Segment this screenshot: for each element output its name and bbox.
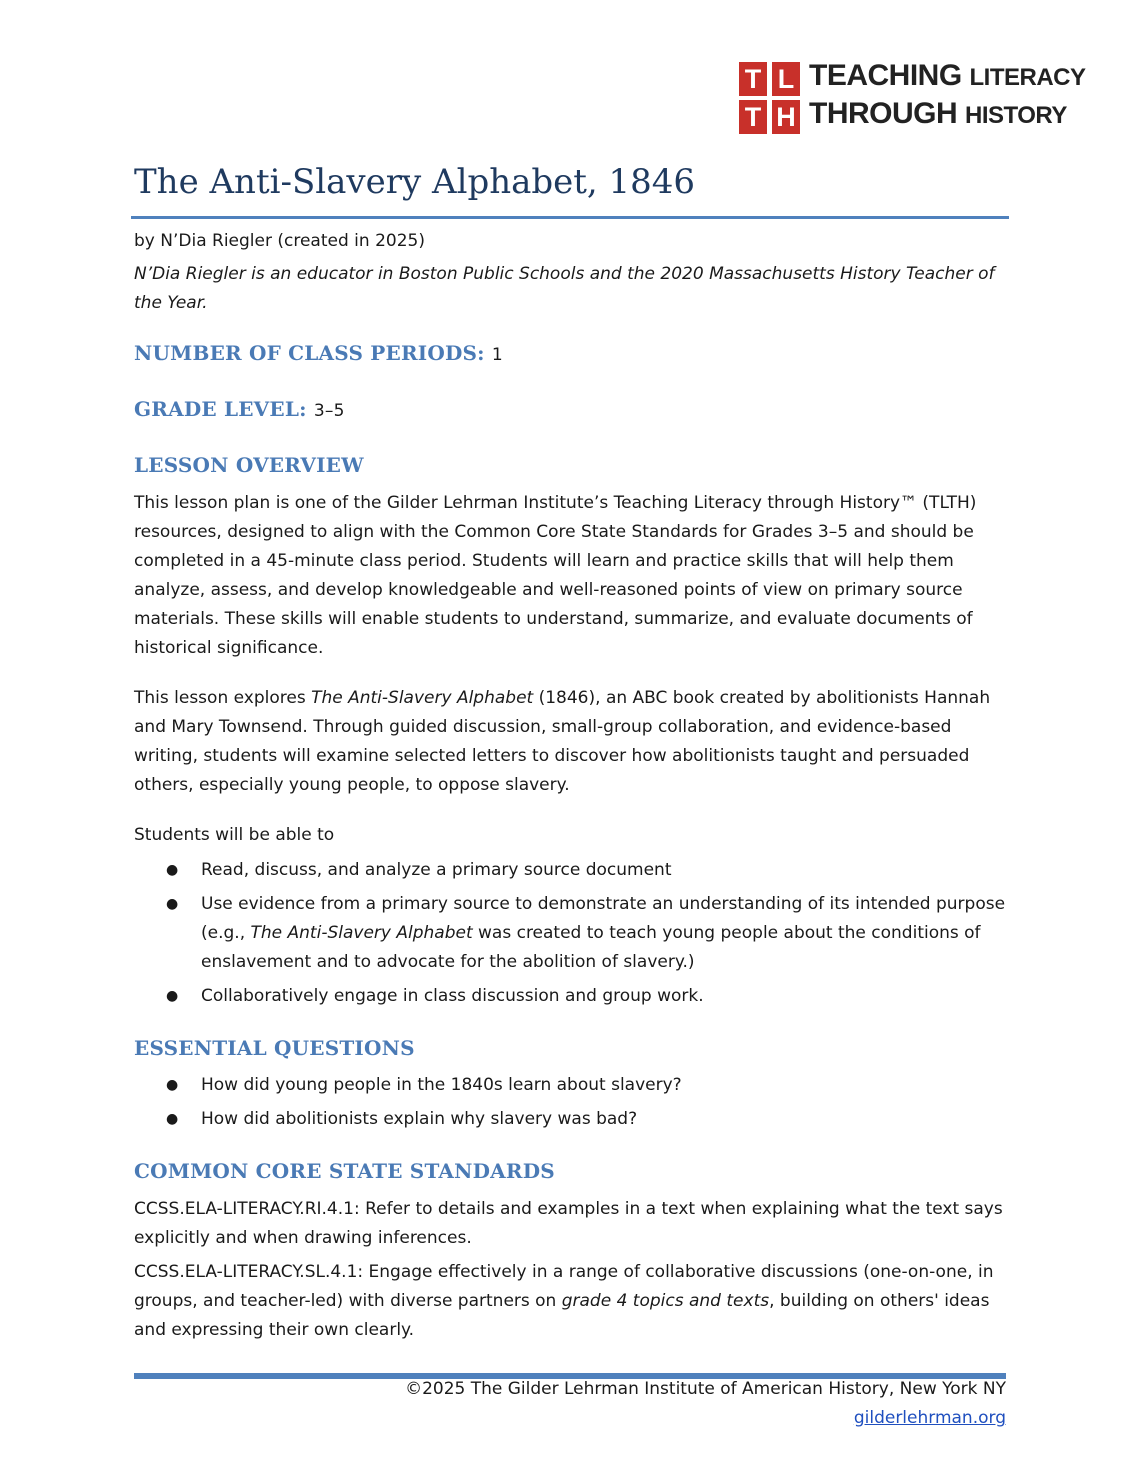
bullet-icon: ● [166,896,179,912]
logo-letter-t2: T [739,100,767,134]
essential-questions-heading: ESSENTIAL QUESTIONS [134,1036,415,1060]
objective-1: Read, discuss, and analyze a primary source document [201,860,672,880]
overview-paragraph-2-end: (1846), an ABC book created by abolitionists Hannah and Mary Townsend. Through guided discussion, small-group collaboration, and evidence-based writing, students will examine selected letters to discover how abolitionists taught and persuaded others, especially young people, to oppose slavery. [134,688,991,795]
essential-questions-list [166,1071,1011,1139]
logo-line-1 [809,59,1086,93]
standard-sl-4-1-italic: grade 4 topics and texts [561,1291,770,1311]
standards-heading: COMMON CORE STATE STANDARDS [134,1159,555,1183]
list-item [166,1105,1011,1134]
objective-3: Collaboratively engage in class discussion and group work. [201,986,704,1006]
class-periods-heading [134,341,503,365]
class-periods-value: 1 [491,345,503,365]
question-1: How did young people in the 1840s learn about slavery? [201,1075,682,1095]
byline: by N’Dia Riegler (created in 2025) [134,231,425,251]
objective-2-end: was created to teach young people about the conditions of enslavement and to advocate for the abolition of slavery.) [201,923,981,972]
standard-sl-4-1-start: CCSS.ELA-LITERACY.SL.4.1: Engage effectively in a range of collaborative discussions (one-on-one, in groups, and teacher-led) with diverse partners on [134,1262,994,1311]
book-title: The Anti-Slavery Alphabet [311,688,534,708]
logo-letter-l: L [772,62,800,96]
logo-word-teaching: TEACHING [809,59,962,92]
logo-line-2 [809,97,1067,131]
author-bio: N’Dia Riegler is an educator in Boston Public Schools and the 2020 Massachusetts History Teacher of the Year. [134,264,995,313]
title-divider [131,216,1009,219]
bullet-icon: ● [166,988,179,1004]
students-able-to: Students will be able to [134,825,335,845]
objective-2-start: Use evidence from a primary source to demonstrate an understanding of its intended purpose (e.g., [201,894,1006,943]
standard-ri-4-1: CCSS.ELA-LITERACY.RI.4.1: Refer to details and examples in a text when explaining what the text says explicitly and when drawing inferences. [134,1199,1003,1248]
footer-link-wrap [854,1408,1006,1428]
list-item [166,1071,1011,1100]
lesson-overview-heading: LESSON OVERVIEW [134,453,364,477]
grade-level-heading [134,397,345,421]
objectives-list [166,856,1011,1016]
overview-paragraph-2-start: This lesson explores [134,688,312,708]
class-periods-label: NUMBER OF CLASS PERIODS: [134,341,485,365]
page-title: The Anti-Slavery Alphabet, 1846 [134,162,696,202]
logo-letter-h: H [772,100,800,134]
list-item [166,890,1011,977]
logo-word-history: HISTORY [965,102,1067,129]
question-2: How did abolitionists explain why slavery was bad? [201,1109,638,1129]
list-item [166,982,1011,1011]
footer-copyright: ©2025 The Gilder Lehrman Institute of American History, New York NY [405,1379,1006,1399]
grade-level-label: GRADE LEVEL: [134,397,307,421]
list-item [166,856,1011,885]
bullet-icon: ● [166,1111,179,1127]
overview-paragraph-2 [134,684,1009,800]
bullet-icon: ● [166,1077,179,1093]
standard-sl-4-1 [134,1258,1009,1345]
logo-word-literacy: LITERACY [969,64,1086,91]
objective-2-book-title: The Anti-Slavery Alphabet [250,923,473,943]
standard-sl-4-1-end: , building on others' ideas and expressing their own clearly. [134,1291,990,1340]
overview-paragraph-1: This lesson plan is one of the Gilder Lehrman Institute’s Teaching Literacy through History™ (TLTH) resources, designed to align with the Common Core State Standards for Grades 3–5 and should be completed in a 45-minute class period. Students will learn and practice skills that will help them analyze, assess, and develop knowledgeable and well-reasoned points of view on primary source materials. These skills will enable students to understand, summarize, and evaluate documents of historical significance. [134,493,977,658]
bullet-icon: ● [166,862,179,878]
gilderlehrman-link[interactable]: gilderlehrman.org [853,1408,1006,1428]
logo-word-through: THROUGH [809,97,958,130]
logo-letter-t1: T [739,62,767,96]
grade-level-value: 3–5 [313,401,345,421]
objective-2 [201,894,1005,972]
logo-letter-grid [739,62,800,134]
